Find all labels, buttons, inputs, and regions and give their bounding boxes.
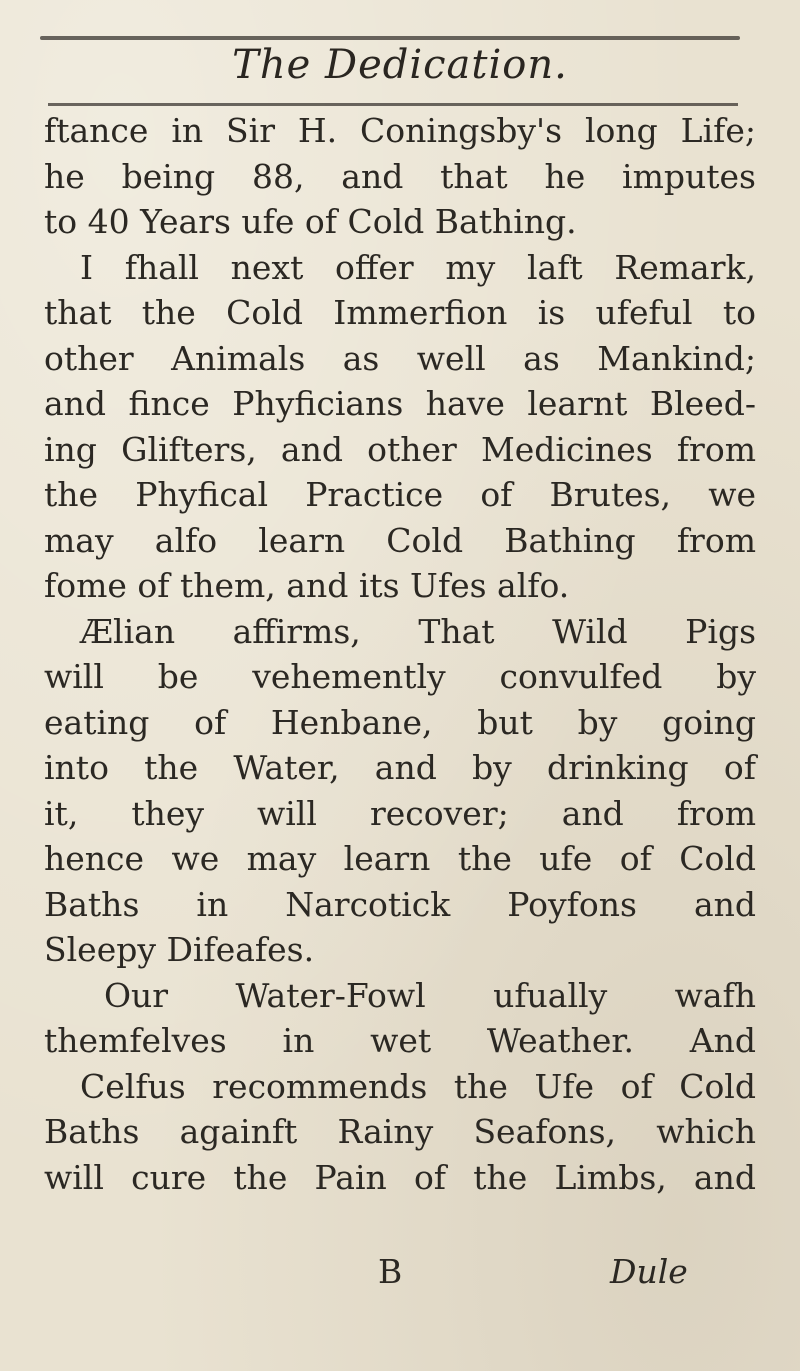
- text-line: it, they will recover; and from: [44, 793, 756, 833]
- text-line: Baths againft Rainy Seafons, which: [44, 1112, 756, 1151]
- text-line: Celfus recommends the Ufe of Cold: [80, 1066, 756, 1106]
- text-line: that the Cold Immerfion is ufeful to: [44, 293, 756, 332]
- text-line: Ælian affirms, That Wild Pigs: [80, 611, 756, 651]
- running-head: The Dedication.: [232, 42, 568, 88]
- text-line: ftance in Sir H. Coningsby's long Life;: [44, 111, 756, 150]
- text-line: Baths in Narcotick Poyfons and: [44, 884, 756, 924]
- text-line: other Animals as well as Mankind;: [44, 338, 756, 378]
- text-line: eating of Henbane, but by going: [44, 702, 756, 742]
- text-line: to 40 Years ufe of Cold Bathing.: [44, 202, 577, 241]
- signature-mark: B: [378, 1252, 403, 1291]
- text-line: he being 88, and that he imputes: [44, 156, 756, 196]
- text-line: hence we may learn the ufe of Cold: [44, 839, 756, 878]
- text-line: will cure the Pain of the Limbs, and: [44, 1157, 756, 1197]
- text-line: and fince Phyficians have learnt Bleed-: [44, 384, 756, 423]
- text-line: will be vehemently convulfed by: [44, 657, 756, 696]
- text-line: may alfo learn Cold Bathing from: [44, 520, 756, 560]
- text-line: I fhall next offer my laft Remark,: [80, 247, 756, 287]
- catchword: Dule: [610, 1252, 688, 1291]
- text-line: themfelves in wet Weather. And: [44, 1021, 756, 1060]
- header-rule: [48, 103, 738, 106]
- text-line: into the Water, and by drinking of: [44, 748, 756, 787]
- body-text: [44, 108, 756, 1200]
- text-line: fome of them, and its Ufes alfo.: [44, 566, 570, 605]
- text-line: the Phyfical Practice of Brutes, we: [44, 475, 756, 514]
- text-line: Our Water-Fowl ufually wafh: [104, 975, 756, 1015]
- text-line: Sleepy Difeafes.: [44, 930, 315, 969]
- top-rule: [40, 36, 740, 40]
- text-line: ing Glifters, and other Medicines from: [44, 429, 756, 469]
